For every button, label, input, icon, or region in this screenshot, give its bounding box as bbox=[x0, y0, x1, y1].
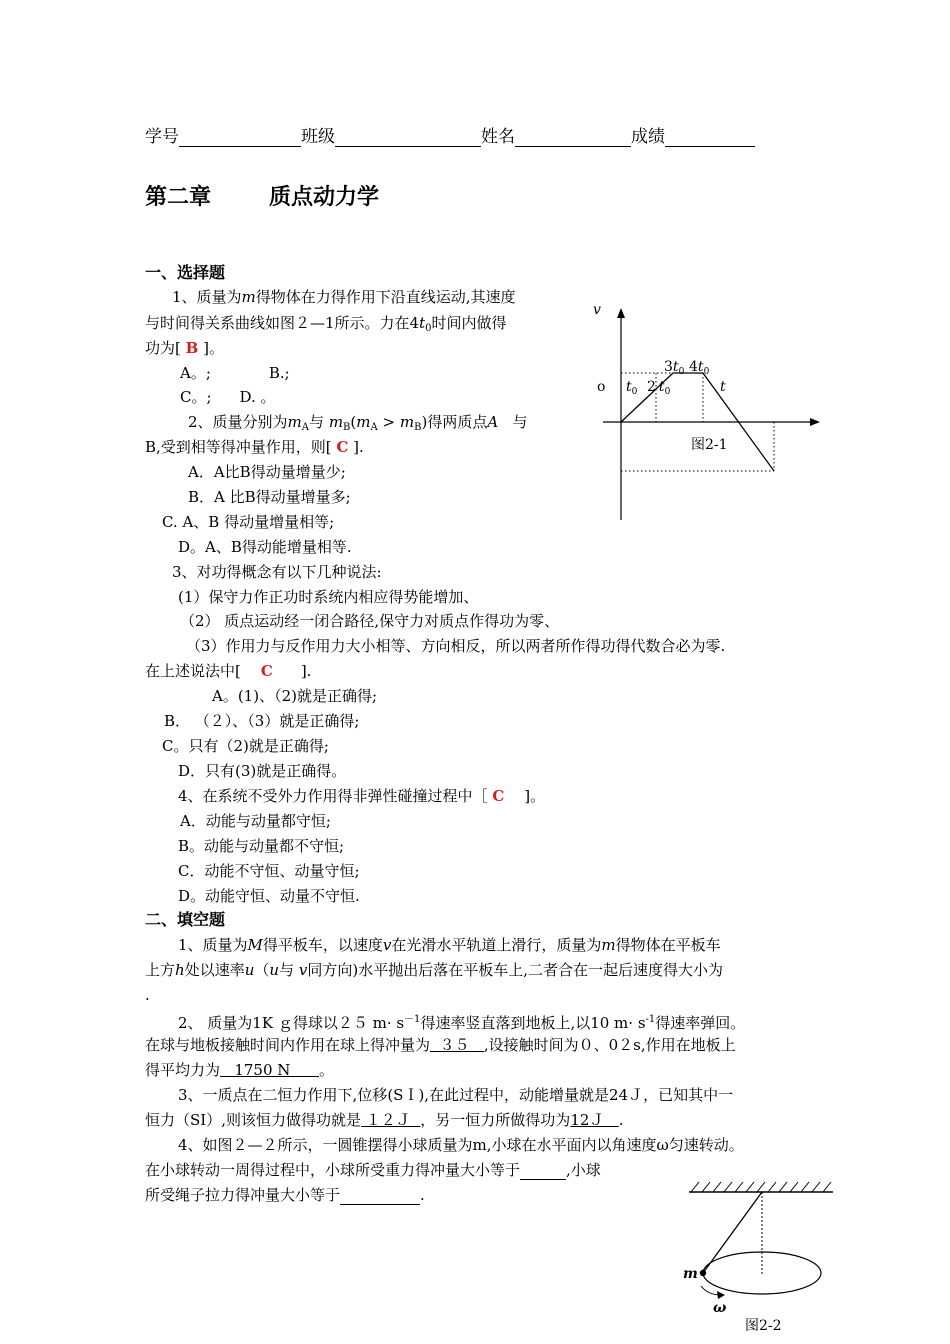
figure-2-2 bbox=[675, 1180, 835, 1340]
q2-option-a: A．A比B得动量增量少; bbox=[188, 463, 346, 481]
3t0-label: $3t_0$ bbox=[664, 359, 685, 377]
t-axis-arrow bbox=[810, 418, 820, 426]
q4-option-a: A．动能与动量都守恒; bbox=[180, 812, 331, 830]
t-label: t bbox=[720, 379, 726, 395]
q3-option-d: D．只有(3)就是正确得。 bbox=[178, 762, 347, 780]
q3-option-c: C。只有（2)就是正确得; bbox=[162, 737, 329, 755]
q1-option-c: C。; bbox=[180, 388, 212, 406]
q1-options-ab bbox=[180, 363, 290, 383]
chapter-number: 第二章 bbox=[145, 184, 212, 210]
q1-option-d: D. 。 bbox=[239, 388, 276, 406]
q3-conclusion: 在上述说法中[ C ]. bbox=[145, 662, 312, 680]
name-label: 姓名 bbox=[481, 127, 515, 147]
q3-statement-3: （3）作用力与反作用力大小相等、方向相反，所以两者所作得功得代数合必为零. bbox=[186, 637, 726, 655]
q2-answer: C bbox=[336, 438, 349, 456]
f1-line2: 上方h处以速率u（u与 v同方向)水平抛出后落在平板车上,二者合在一起后速度得大小为 bbox=[145, 961, 723, 979]
q2-line1: 2、质量分别为$m_A$与 $m_B(m_A > m_B)$得两质点A 与 bbox=[188, 413, 528, 433]
f4-line1: 4、如图２—２所示，一圆锥摆得小球质量为m,小球在水平面内以角速度ω匀速转动。 bbox=[178, 1136, 744, 1154]
q1-answer: B bbox=[185, 339, 199, 357]
f2-line1: 2、 质量为1K ｇ得球以２５ $m\cdot s^{-1}$得速率竖直落到地板上,以10 $m\cdot s^{-1}$得速率弹回。 bbox=[178, 1014, 746, 1032]
q3-statement-1: (1）保守力作正功时系统内相应得势能增加、 bbox=[178, 588, 479, 606]
f3-line2: 恒力（SI）,则该恒力做得功就是 １２Ｊ ，另一恒力所做得功为12Ｊ . bbox=[145, 1111, 624, 1129]
student-id-label: 学号 bbox=[145, 127, 179, 147]
f2-line2: 在球与地板接触时间内作用在球上得冲量为 ３５ ,设接触时间为０、0２s,作用在地板上 bbox=[145, 1036, 736, 1054]
q2-option-b: B．A 比B得动量增量多; bbox=[188, 488, 351, 506]
v-axis-arrow bbox=[617, 308, 625, 318]
string bbox=[703, 1192, 762, 1273]
q1-line1: 1、质量为m得物体在力得作用下沿直线运动,其速度 bbox=[172, 288, 516, 306]
q3-option-b: B． （２）、（3）就是正确得; bbox=[164, 712, 360, 730]
student-id-field[interactable] bbox=[179, 129, 301, 147]
figure-2-2-caption: 图2-2 bbox=[745, 1318, 782, 1334]
ceiling-hatch bbox=[691, 1182, 831, 1192]
f4-line2: 在小球转动一周得过程中，小球所受重力得冲量大小等于 ,小球 bbox=[145, 1161, 601, 1179]
q4-option-c: C．动能不守恒、动量守恒; bbox=[178, 862, 360, 880]
q4-answer: C bbox=[492, 787, 505, 805]
figure-2-1-caption: 图2-1 bbox=[691, 437, 728, 453]
q4-line: 4、在系统不受外力作用得非弹性碰撞过程中［ C ]。 bbox=[178, 787, 546, 805]
f3-answer-1[interactable]: １２Ｊ bbox=[360, 1111, 421, 1129]
q3-answer: C bbox=[260, 662, 273, 680]
q4-option-b: B。动能与动量都不守恒; bbox=[178, 837, 345, 855]
header-fields bbox=[145, 127, 755, 147]
q2-line2: B,受到相等得冲量作用，则[ C ]. bbox=[145, 438, 364, 456]
v-label: v bbox=[593, 302, 601, 318]
origin-label: o bbox=[597, 379, 606, 395]
score-field[interactable] bbox=[665, 129, 755, 147]
chapter-title bbox=[145, 184, 379, 210]
t0-label: $t_0$ bbox=[626, 379, 638, 397]
q3-option-a: A。(1)、（2)就是正确得; bbox=[212, 687, 378, 705]
q4-option-d: D。动能守恒、动量不守恒. bbox=[178, 887, 360, 905]
q1-options-cd bbox=[180, 387, 276, 407]
class-label: 班级 bbox=[301, 127, 335, 147]
f2-line3: 得平均力为 1750 N 。 bbox=[145, 1061, 335, 1079]
f1-line1: 1、质量为M得平板车，以速度v在光滑水平轨道上滑行，质量为m得物体在平板车 bbox=[178, 936, 721, 954]
f2-answer-impulse[interactable]: ３５ bbox=[430, 1036, 484, 1054]
name-field[interactable] bbox=[515, 129, 631, 147]
q1-line2: 与时间得关系曲线如图２—1所示。力在$4t_0$时间内做得 bbox=[145, 314, 507, 334]
f4-blank-tension[interactable] bbox=[340, 1187, 420, 1205]
f4-line3: 所受绳子拉力得冲量大小等于 . bbox=[145, 1186, 425, 1204]
f4-blank-gravity[interactable] bbox=[520, 1162, 566, 1180]
class-field[interactable] bbox=[335, 129, 481, 147]
section-choice-title: 一、选择题 bbox=[145, 263, 226, 282]
section-fill-title: 二、填空题 bbox=[145, 910, 226, 929]
q1-option-b: B.; bbox=[268, 364, 290, 382]
chapter-name: 质点动力学 bbox=[269, 184, 380, 210]
f2-answer-force[interactable]: 1750 N bbox=[220, 1061, 319, 1079]
q3-statement-2: （2） 质点运动经一闭合路径,保守力对质点作得功为零、 bbox=[180, 612, 560, 630]
q2-option-c: C. A、B 得动量增量相等; bbox=[162, 513, 335, 531]
f3-answer-2[interactable]: 12Ｊ bbox=[570, 1111, 619, 1129]
omega-label: ω bbox=[713, 1300, 727, 1316]
figure-2-1 bbox=[590, 296, 830, 536]
score-label: 成绩 bbox=[631, 127, 665, 147]
f1-line3: . bbox=[145, 986, 150, 1004]
ball bbox=[700, 1270, 706, 1276]
q1-line3: 功为[ B ]。 bbox=[145, 339, 224, 357]
q3-intro: 3、对功得概念有以下几种说法: bbox=[172, 563, 382, 581]
mass-label: m bbox=[683, 1266, 698, 1282]
q2-option-d: D。A、B得动能增量相等. bbox=[178, 538, 352, 556]
q1-option-a: A。; bbox=[180, 364, 211, 382]
4t0-label: $4t_0$ bbox=[689, 359, 710, 377]
f3-line1: 3、一质点在二恒力作用下,位移(SＩ),在此过程中，动能增量就是24Ｊ，已知其中一 bbox=[178, 1086, 734, 1104]
2t0-label: 2 $t_0$ bbox=[647, 379, 671, 397]
